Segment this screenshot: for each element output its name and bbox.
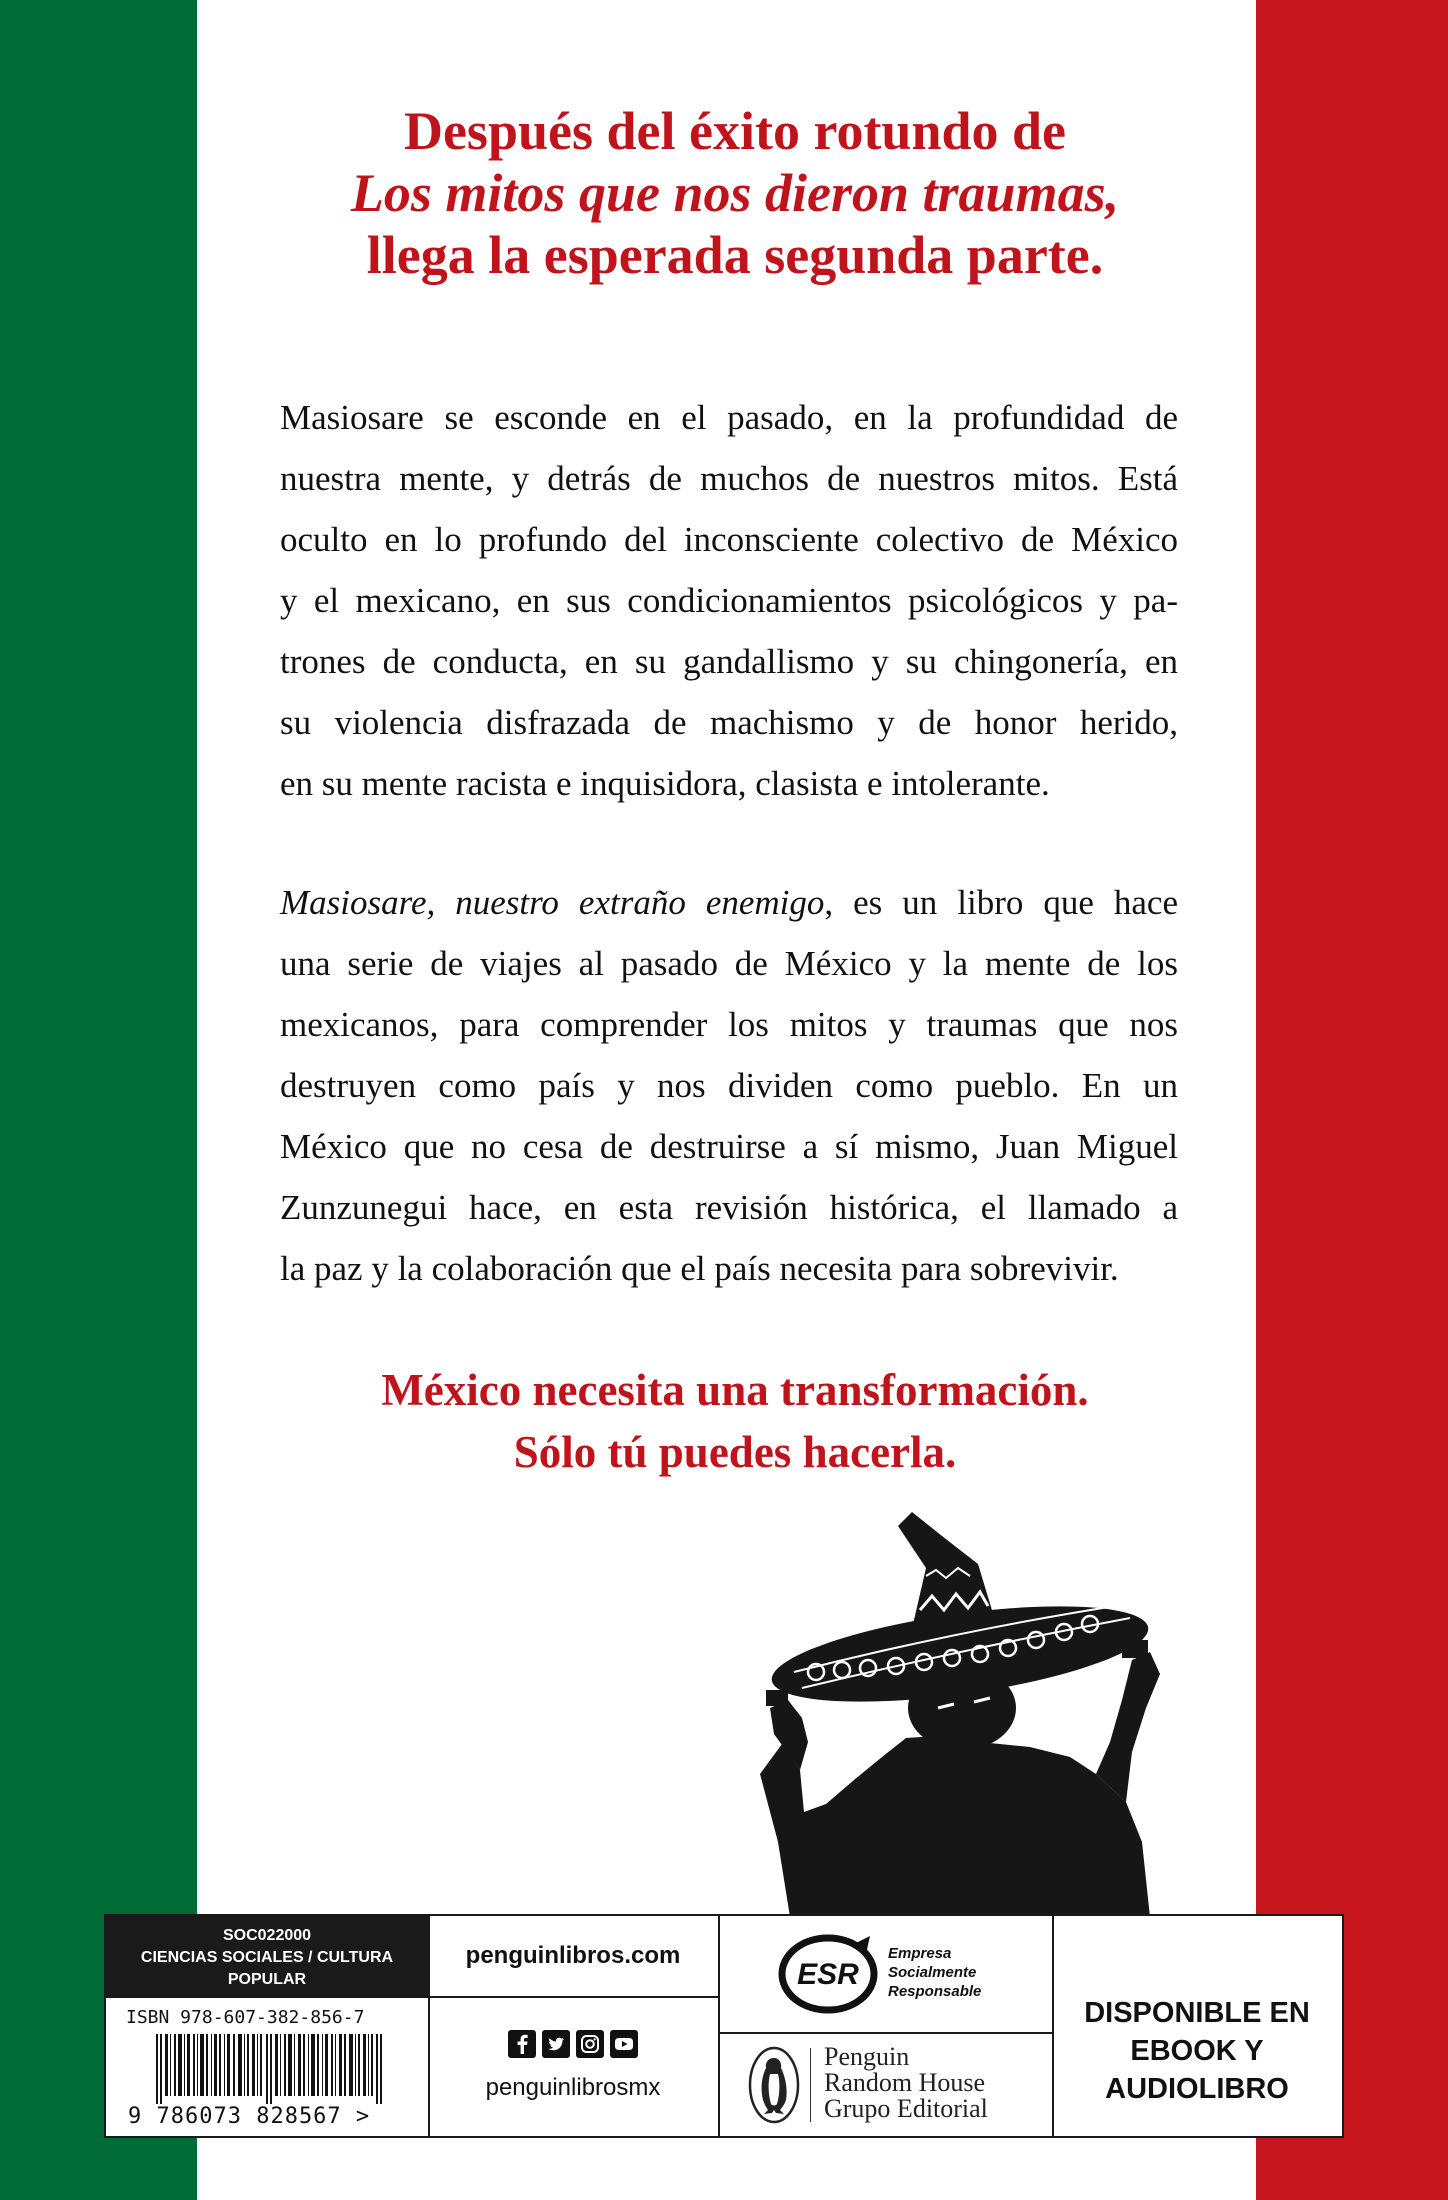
text-line: México que no cesa de destruirse a sí mismo, Juan Miguel — [280, 1127, 1178, 1166]
website-link[interactable]: penguinlibros.com — [428, 1916, 718, 1998]
text-line: Masiosare se esconde en el pasado, en la profundidad de — [280, 398, 1178, 437]
closing-line-1: México necesita una transformación. — [381, 1365, 1089, 1415]
sombrero-figure-illustration — [730, 1512, 1200, 1917]
category-line-2: POPULAR — [227, 1971, 307, 1988]
divider — [810, 2048, 811, 2122]
back-cover-footer — [104, 1914, 1344, 2138]
green-stripe — [0, 0, 197, 2200]
text-line: Zunzunegui hace, en esta revisión histórica, el llamado a — [280, 1188, 1178, 1227]
esr-badge — [718, 1916, 1052, 2034]
category-code: SOC022000 — [222, 1927, 312, 1944]
twitter-icon[interactable] — [542, 2030, 570, 2058]
svg-text:ESR: ESR — [797, 1958, 859, 1991]
headline-book-title: Los mitos que nos dieron traumas, — [350, 163, 1120, 223]
barcode — [156, 2034, 396, 2104]
bisac-category — [106, 1916, 428, 1998]
social-handle[interactable]: penguinlibrosmx — [485, 2074, 661, 2101]
book-title-italic: Masiosare, nuestro extraño enemigo — [280, 883, 825, 922]
text-line: destruyen como país y nos dividen como pueblo. En un — [280, 1066, 1178, 1105]
closing-line-2: Sólo tú puedes hacerla. — [513, 1427, 957, 1477]
facebook-icon[interactable] — [508, 2030, 536, 2058]
web-column — [428, 1916, 720, 2136]
social-icons — [428, 2030, 718, 2058]
publisher-name — [824, 2044, 988, 2122]
text-line: y el mexicano, en sus condicionamientos psicológicos y pa- — [280, 581, 1178, 620]
availability-column — [1052, 1916, 1342, 2136]
publisher-logo — [718, 2034, 1052, 2136]
red-stripe — [1256, 0, 1448, 2200]
isbn-column — [106, 1916, 430, 2136]
esr-line-1: Empresa — [888, 1945, 952, 1962]
text-line — [280, 872, 1178, 933]
esr-logo — [778, 1932, 878, 2016]
isbn-number: ISBN 978-607-382-856-7 — [126, 2007, 365, 2028]
text-line: la paz y la colaboración que el país necesita para sobrevivir. — [280, 1249, 1119, 1288]
publisher-column — [718, 1916, 1054, 2136]
text-line: en su mente racista e inquisidora, clasista e intolerante. — [280, 764, 1050, 803]
synopsis-paragraph-2 — [280, 872, 1178, 1299]
text-line: mexicanos, para comprender los mitos y traumas que nos — [280, 1005, 1178, 1044]
text-fragment: , es un libro que hace — [824, 883, 1178, 922]
headline-line-3: llega la esperada segunda parte. — [366, 225, 1104, 285]
availability-line-2: EBOOK Y AUDIOLIBRO — [1105, 2035, 1289, 2105]
category-line-1: CIENCIAS SOCIALES / CULTURA — [140, 1949, 394, 1966]
availability-line-1: DISPONIBLE EN — [1084, 1997, 1310, 2029]
text-line: una serie de viajes al pasado de México y la mente de los — [280, 944, 1178, 983]
instagram-icon[interactable] — [576, 2030, 604, 2058]
publisher-line-2: Random House — [824, 2068, 986, 2097]
availability-notice — [1052, 1994, 1342, 2108]
barcode-digits: 9 786073 828567 > — [128, 2104, 371, 2129]
text-line: nuestra mente, y detrás de muchos de nuestros mitos. Está — [280, 459, 1178, 498]
esr-line-3: Responsable — [888, 1983, 982, 2000]
closing-tagline — [210, 1359, 1260, 1483]
esr-caption — [888, 1944, 981, 2001]
text-line: trones de conducta, en su gandallismo y su chingonería, en — [280, 642, 1178, 681]
text-line: oculto en lo profundo del inconsciente colectivo de México — [280, 520, 1178, 559]
headline-line-1: Después del éxito rotundo de — [403, 101, 1067, 161]
youtube-icon[interactable] — [610, 2030, 638, 2058]
headline — [210, 100, 1260, 286]
esr-line-2: Socialmente — [888, 1964, 977, 1981]
publisher-line-3: Grupo Editorial — [824, 2094, 988, 2123]
penguin-logo — [748, 2046, 800, 2124]
synopsis-paragraph-1 — [280, 387, 1178, 814]
publisher-line-1: Penguin — [824, 2042, 910, 2071]
text-line: su violencia disfrazada de machismo y de honor herido, — [280, 703, 1178, 742]
